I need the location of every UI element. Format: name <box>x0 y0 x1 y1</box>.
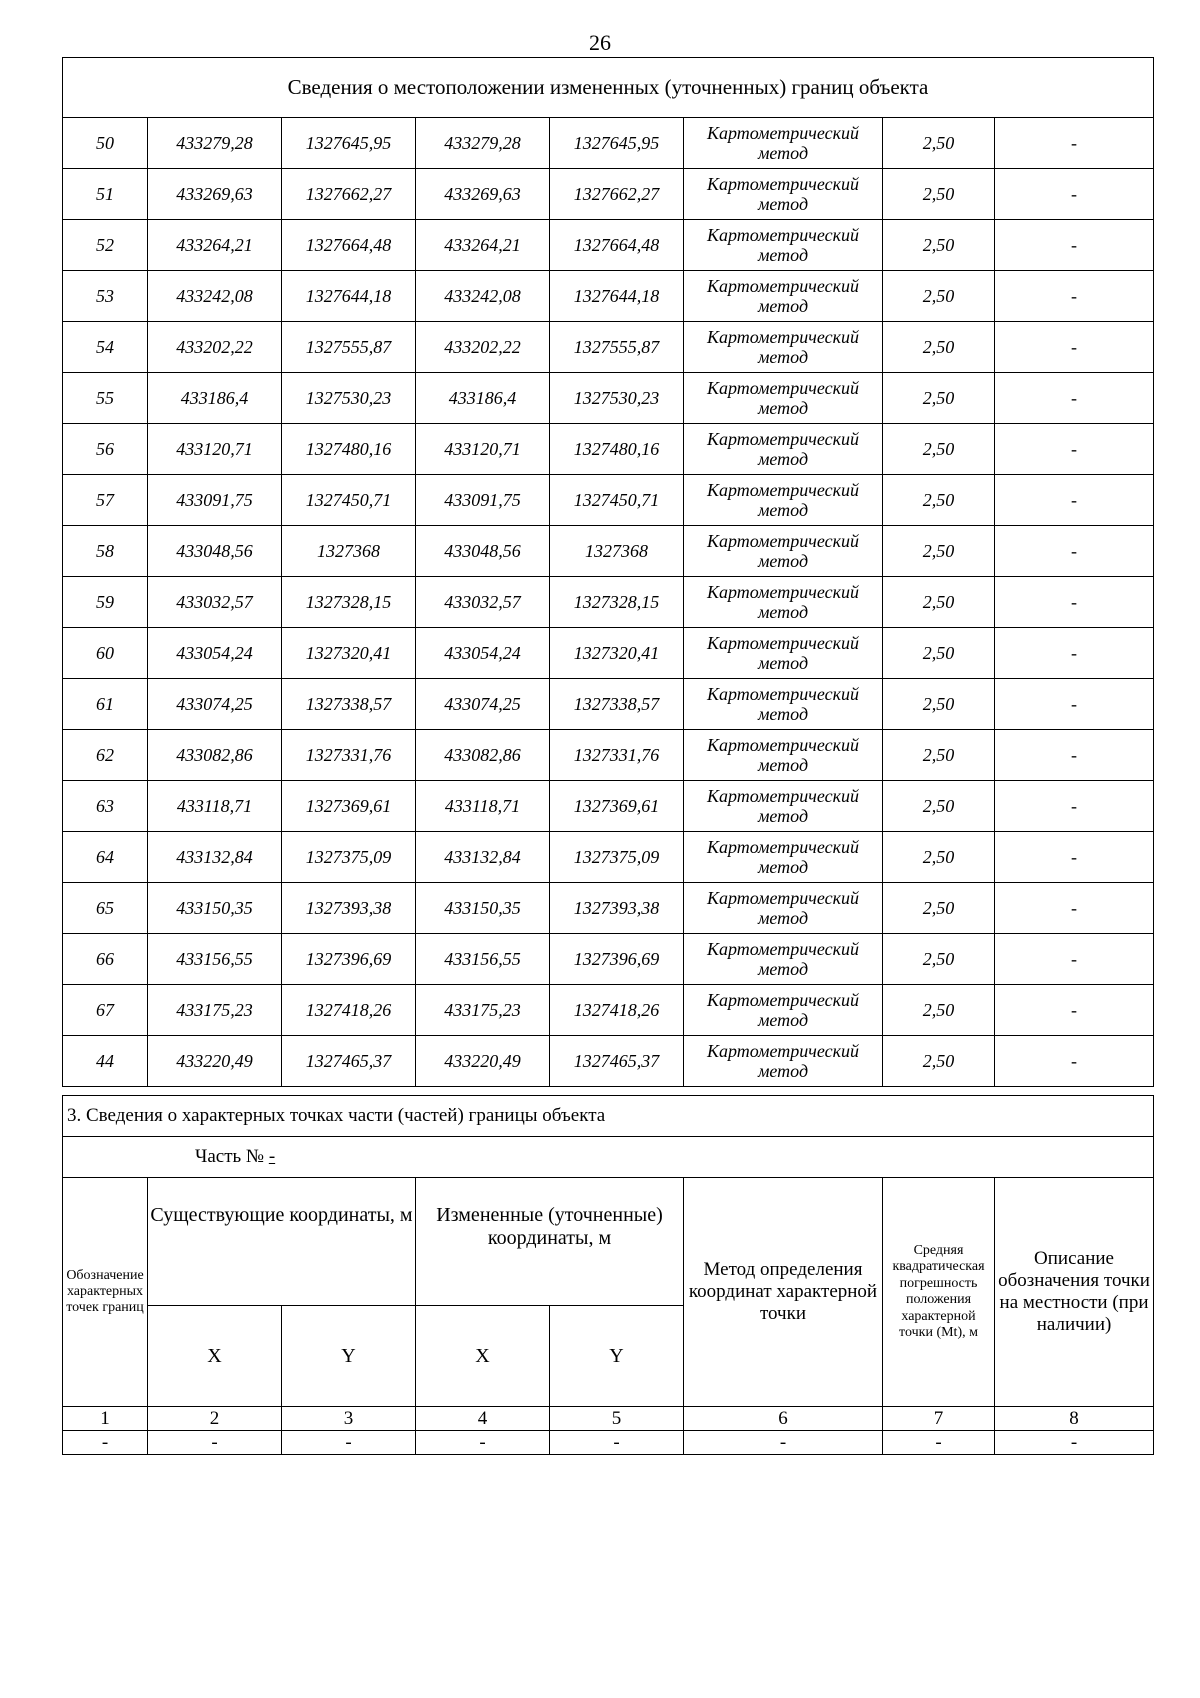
column-number: 3 <box>282 1407 416 1431</box>
description-cell: - <box>995 934 1154 985</box>
existing-x-cell: 433186,4 <box>148 373 282 424</box>
table-row <box>63 373 1154 424</box>
column-number: 1 <box>63 1407 148 1431</box>
changed-y-cell: 1327369,61 <box>550 781 684 832</box>
table-row <box>63 985 1154 1036</box>
existing-x-cell: 433091,75 <box>148 475 282 526</box>
existing-x-cell: 433150,35 <box>148 883 282 934</box>
mt-cell: 2,50 <box>883 985 995 1036</box>
description-cell: - <box>995 475 1154 526</box>
description-cell: - <box>995 730 1154 781</box>
existing-y-cell: 1327480,16 <box>282 424 416 475</box>
boundary-coordinates-table <box>62 57 1154 1087</box>
existing-y-cell: 1327393,38 <box>282 883 416 934</box>
empty-cell: - <box>63 1431 148 1455</box>
changed-x-cell: 433074,25 <box>416 679 550 730</box>
method-cell: Картометрический метод <box>684 220 883 271</box>
method-cell: Картометрический метод <box>684 118 883 169</box>
point-id-cell: 57 <box>63 475 148 526</box>
changed-x-cell: 433175,23 <box>416 985 550 1036</box>
method-cell: Картометрический метод <box>684 628 883 679</box>
existing-y-cell: 1327645,95 <box>282 118 416 169</box>
mt-cell: 2,50 <box>883 934 995 985</box>
point-id-cell: 62 <box>63 730 148 781</box>
column-number: 2 <box>148 1407 282 1431</box>
header-point-designation: Обозначение характерных точек границ <box>63 1178 148 1407</box>
method-cell: Картометрический метод <box>684 475 883 526</box>
changed-x-cell: 433269,63 <box>416 169 550 220</box>
description-cell: - <box>995 424 1154 475</box>
existing-y-cell: 1327396,69 <box>282 934 416 985</box>
changed-y-cell: 1327328,15 <box>550 577 684 628</box>
changed-y-cell: 1327393,38 <box>550 883 684 934</box>
changed-x-cell: 433118,71 <box>416 781 550 832</box>
column-number: 6 <box>684 1407 883 1431</box>
changed-x-cell: 433220,49 <box>416 1036 550 1087</box>
changed-x-cell: 433048,56 <box>416 526 550 577</box>
point-id-cell: 56 <box>63 424 148 475</box>
header-y-existing: Y <box>282 1306 416 1407</box>
table-row <box>63 526 1154 577</box>
method-cell: Картометрический метод <box>684 271 883 322</box>
point-id-cell: 55 <box>63 373 148 424</box>
table-row <box>63 220 1154 271</box>
changed-y-cell: 1327450,71 <box>550 475 684 526</box>
mt-cell: 2,50 <box>883 169 995 220</box>
description-cell: - <box>995 679 1154 730</box>
existing-y-cell: 1327331,76 <box>282 730 416 781</box>
mt-cell: 2,50 <box>883 1036 995 1087</box>
method-cell: Картометрический метод <box>684 679 883 730</box>
description-cell: - <box>995 1036 1154 1087</box>
empty-cell: - <box>282 1431 416 1455</box>
changed-x-cell: 433032,57 <box>416 577 550 628</box>
changed-x-cell: 433132,84 <box>416 832 550 883</box>
table-row <box>63 1036 1154 1087</box>
point-id-cell: 50 <box>63 118 148 169</box>
existing-y-cell: 1327644,18 <box>282 271 416 322</box>
existing-x-cell: 433264,21 <box>148 220 282 271</box>
method-cell: Картометрический метод <box>684 730 883 781</box>
method-cell: Картометрический метод <box>684 832 883 883</box>
existing-y-cell: 1327662,27 <box>282 169 416 220</box>
changed-x-cell: 433156,55 <box>416 934 550 985</box>
column-number: 7 <box>883 1407 995 1431</box>
table-row <box>63 883 1154 934</box>
mt-cell: 2,50 <box>883 526 995 577</box>
point-id-cell: 65 <box>63 883 148 934</box>
changed-y-cell: 1327465,37 <box>550 1036 684 1087</box>
part-label: Часть № <box>195 1146 265 1167</box>
description-cell: - <box>995 373 1154 424</box>
existing-y-cell: 1327418,26 <box>282 985 416 1036</box>
point-id-cell: 63 <box>63 781 148 832</box>
mt-cell: 2,50 <box>883 883 995 934</box>
existing-y-cell: 1327375,09 <box>282 832 416 883</box>
table-row <box>63 934 1154 985</box>
changed-y-cell: 1327338,57 <box>550 679 684 730</box>
changed-y-cell: 1327555,87 <box>550 322 684 373</box>
existing-x-cell: 433132,84 <box>148 832 282 883</box>
existing-x-cell: 433156,55 <box>148 934 282 985</box>
description-cell: - <box>995 832 1154 883</box>
changed-x-cell: 433120,71 <box>416 424 550 475</box>
changed-x-cell: 433279,28 <box>416 118 550 169</box>
changed-x-cell: 433091,75 <box>416 475 550 526</box>
changed-y-cell: 1327320,41 <box>550 628 684 679</box>
existing-x-cell: 433054,24 <box>148 628 282 679</box>
description-cell: - <box>995 322 1154 373</box>
method-cell: Картометрический метод <box>684 985 883 1036</box>
changed-x-cell: 433082,86 <box>416 730 550 781</box>
existing-x-cell: 433269,63 <box>148 169 282 220</box>
column-number: 4 <box>416 1407 550 1431</box>
empty-data-row <box>63 1431 1154 1455</box>
mt-cell: 2,50 <box>883 271 995 322</box>
page-number: 26 <box>589 30 611 55</box>
table-row <box>63 628 1154 679</box>
changed-x-cell: 433264,21 <box>416 220 550 271</box>
description-cell: - <box>995 781 1154 832</box>
changed-y-cell: 1327662,27 <box>550 169 684 220</box>
method-cell: Картометрический метод <box>684 781 883 832</box>
mt-cell: 2,50 <box>883 628 995 679</box>
changed-y-cell: 1327418,26 <box>550 985 684 1036</box>
header-x-changed: X <box>416 1306 550 1407</box>
empty-cell: - <box>148 1431 282 1455</box>
point-id-cell: 53 <box>63 271 148 322</box>
existing-x-cell: 433175,23 <box>148 985 282 1036</box>
changed-y-cell: 1327375,09 <box>550 832 684 883</box>
existing-y-cell: 1327664,48 <box>282 220 416 271</box>
method-cell: Картометрический метод <box>684 1036 883 1087</box>
existing-y-cell: 1327465,37 <box>282 1036 416 1087</box>
method-cell: Картометрический метод <box>684 169 883 220</box>
description-cell: - <box>995 883 1154 934</box>
changed-x-cell: 433054,24 <box>416 628 550 679</box>
table-row <box>63 169 1154 220</box>
description-cell: - <box>995 169 1154 220</box>
column-numbers-row <box>63 1407 1154 1431</box>
mt-cell: 2,50 <box>883 577 995 628</box>
point-id-cell: 61 <box>63 679 148 730</box>
existing-x-cell: 433118,71 <box>148 781 282 832</box>
method-cell: Картометрический метод <box>684 883 883 934</box>
existing-x-cell: 433048,56 <box>148 526 282 577</box>
changed-y-cell: 1327331,76 <box>550 730 684 781</box>
description-cell: - <box>995 577 1154 628</box>
header-method: Метод определения координат характерной точки <box>684 1178 883 1407</box>
empty-cell: - <box>550 1431 684 1455</box>
table-row <box>63 322 1154 373</box>
column-number: 8 <box>995 1407 1154 1431</box>
existing-x-cell: 433032,57 <box>148 577 282 628</box>
description-cell: - <box>995 118 1154 169</box>
existing-y-cell: 1327338,57 <box>282 679 416 730</box>
mt-cell: 2,50 <box>883 730 995 781</box>
mt-cell: 2,50 <box>883 424 995 475</box>
mt-cell: 2,50 <box>883 832 995 883</box>
section-title: Сведения о местоположении измененных (уточненных) границ объекта <box>63 58 1154 118</box>
table-row <box>63 577 1154 628</box>
point-id-cell: 54 <box>63 322 148 373</box>
mt-cell: 2,50 <box>883 322 995 373</box>
section3-table <box>62 1095 1154 1455</box>
table-row <box>63 679 1154 730</box>
existing-x-cell: 433074,25 <box>148 679 282 730</box>
existing-x-cell: 433082,86 <box>148 730 282 781</box>
part-number-row <box>63 1137 1154 1178</box>
description-cell: - <box>995 271 1154 322</box>
changed-x-cell: 433150,35 <box>416 883 550 934</box>
changed-y-cell: 1327644,18 <box>550 271 684 322</box>
point-id-cell: 58 <box>63 526 148 577</box>
method-cell: Картометрический метод <box>684 577 883 628</box>
changed-y-cell: 1327480,16 <box>550 424 684 475</box>
existing-x-cell: 433220,49 <box>148 1036 282 1087</box>
existing-x-cell: 433120,71 <box>148 424 282 475</box>
header-mt: Средняя квадратическая погрешность положения характерной точки (Mt), м <box>883 1178 995 1407</box>
part-value: - <box>268 1146 276 1167</box>
table-row <box>63 424 1154 475</box>
empty-cell: - <box>416 1431 550 1455</box>
changed-y-cell: 1327530,23 <box>550 373 684 424</box>
description-cell: - <box>995 628 1154 679</box>
description-cell: - <box>995 220 1154 271</box>
description-cell: - <box>995 526 1154 577</box>
header-x-existing: X <box>148 1306 282 1407</box>
method-cell: Картометрический метод <box>684 934 883 985</box>
mt-cell: 2,50 <box>883 220 995 271</box>
method-cell: Картометрический метод <box>684 424 883 475</box>
existing-y-cell: 1327320,41 <box>282 628 416 679</box>
header-y-changed: Y <box>550 1306 684 1407</box>
description-cell: - <box>995 985 1154 1036</box>
existing-y-cell: 1327369,61 <box>282 781 416 832</box>
changed-y-cell: 1327368 <box>550 526 684 577</box>
point-id-cell: 60 <box>63 628 148 679</box>
point-id-cell: 51 <box>63 169 148 220</box>
mt-cell: 2,50 <box>883 373 995 424</box>
point-id-cell: 67 <box>63 985 148 1036</box>
header-changed-coords: Измененные (уточненные) координаты, м <box>416 1178 684 1306</box>
existing-y-cell: 1327328,15 <box>282 577 416 628</box>
existing-y-cell: 1327555,87 <box>282 322 416 373</box>
point-id-cell: 64 <box>63 832 148 883</box>
table-row <box>63 832 1154 883</box>
existing-y-cell: 1327530,23 <box>282 373 416 424</box>
column-number: 5 <box>550 1407 684 1431</box>
empty-cell: - <box>995 1431 1154 1455</box>
empty-cell: - <box>684 1431 883 1455</box>
existing-x-cell: 433242,08 <box>148 271 282 322</box>
changed-x-cell: 433202,22 <box>416 322 550 373</box>
changed-y-cell: 1327664,48 <box>550 220 684 271</box>
existing-x-cell: 433279,28 <box>148 118 282 169</box>
mt-cell: 2,50 <box>883 118 995 169</box>
method-cell: Картометрический метод <box>684 373 883 424</box>
point-id-cell: 44 <box>63 1036 148 1087</box>
table-row <box>63 475 1154 526</box>
existing-x-cell: 433202,22 <box>148 322 282 373</box>
changed-x-cell: 433242,08 <box>416 271 550 322</box>
point-id-cell: 52 <box>63 220 148 271</box>
empty-cell: - <box>883 1431 995 1455</box>
changed-y-cell: 1327645,95 <box>550 118 684 169</box>
header-existing-coords: Существующие координаты, м <box>148 1178 416 1306</box>
table-row <box>63 118 1154 169</box>
table-row <box>63 271 1154 322</box>
point-id-cell: 59 <box>63 577 148 628</box>
header-description: Описание обозначения точки на местности (при наличии) <box>995 1178 1154 1407</box>
changed-y-cell: 1327396,69 <box>550 934 684 985</box>
existing-y-cell: 1327368 <box>282 526 416 577</box>
table-row <box>63 730 1154 781</box>
mt-cell: 2,50 <box>883 475 995 526</box>
table-row <box>63 781 1154 832</box>
method-cell: Картометрический метод <box>684 322 883 373</box>
section3-title: 3. Сведения о характерных точках части (частей) границы объекта <box>63 1096 1154 1137</box>
changed-x-cell: 433186,4 <box>416 373 550 424</box>
mt-cell: 2,50 <box>883 679 995 730</box>
mt-cell: 2,50 <box>883 781 995 832</box>
existing-y-cell: 1327450,71 <box>282 475 416 526</box>
method-cell: Картометрический метод <box>684 526 883 577</box>
point-id-cell: 66 <box>63 934 148 985</box>
